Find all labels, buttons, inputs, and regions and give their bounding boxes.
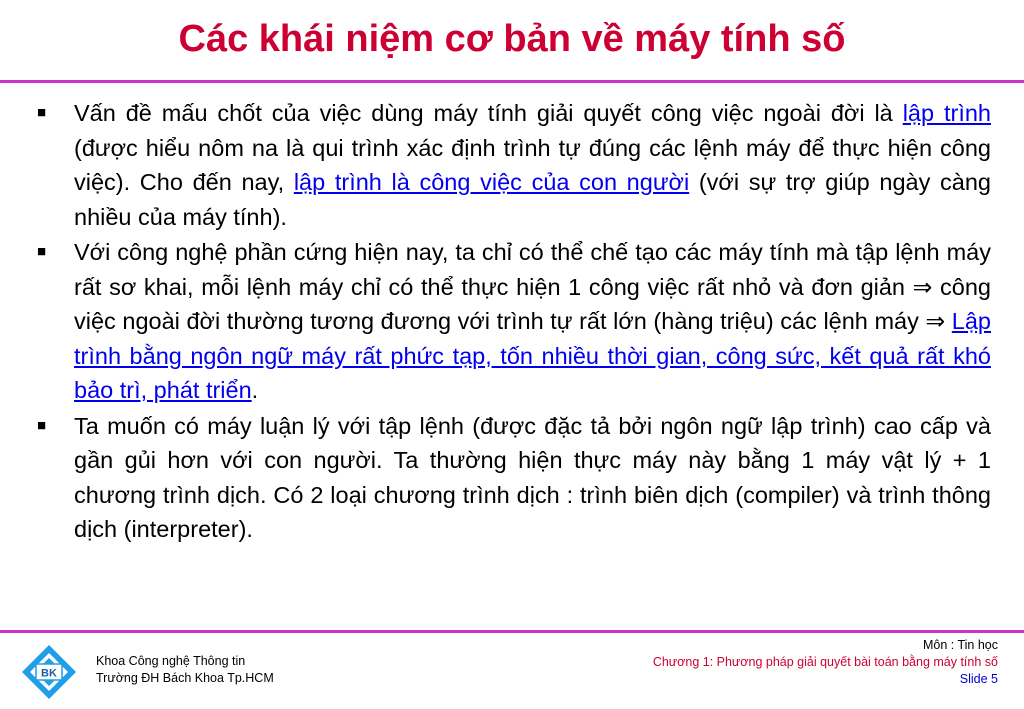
link-lap-trinh-cong-viec[interactable]: lập trình là công việc của con người <box>293 169 690 195</box>
logo-text: BK <box>41 667 57 680</box>
bullet-text: Vấn đề mấu chốt của việc dùng máy tính giải quyết công việc ngoài đời là <box>74 100 903 126</box>
bullet-list <box>34 96 991 548</box>
implies-arrow-icon: ⇒ <box>912 272 933 301</box>
bullet-text: công việc ngoài đời thường tương đương với trình tự rất lớn (hàng triệu) các lệnh máy <box>74 273 991 334</box>
footer-info <box>653 637 998 688</box>
link-lap-trinh[interactable]: lập trình <box>902 100 991 126</box>
square-bullet-icon: ■ <box>37 104 47 121</box>
org-faculty: Khoa Công nghệ Thông tin <box>96 654 246 668</box>
bullet-item <box>34 235 991 408</box>
bullet-text: . <box>251 377 259 403</box>
bk-logo-icon <box>20 643 78 701</box>
footer-divider <box>0 630 1024 633</box>
bullet-text: Với công nghệ phần cứng hiện nay, ta chỉ có thể chế tạo các máy tính mà tập lệnh máy rất sơ khai, mỗi lệnh máy chỉ có thể thực hiện 1 công việc rất nhỏ và đơn giản <box>74 239 991 300</box>
title-divider <box>0 80 1024 83</box>
bullet-item <box>34 409 991 547</box>
subject-label: Môn : Tin học <box>922 638 998 652</box>
link-lap-trinh-ngon-ngu-may[interactable]: Lập trình bằng ngôn ngữ máy rất phức tạp, tốn nhiều thời gian, công sức, kết quả rất khó bảo trì, phát triển <box>74 308 992 403</box>
slide-title: Các khái niệm cơ bản về máy tính số <box>178 18 846 60</box>
bullet-text: (được hiểu nôm na là qui trình xác định trình tự đúng các lệnh máy để thực hiện công việc). Cho đến nay, <box>74 134 991 195</box>
slide-number: Slide 5 <box>959 672 998 686</box>
bullet-item <box>34 96 991 234</box>
bullet-text: (với sự trợ giúp ngày càng nhiều của máy tính). <box>74 169 991 230</box>
bullet-text: Ta muốn có máy luận lý với tập lệnh (được đặc tả bởi ngôn ngữ lập trình) cao cấp và gần gủi hơn với con người. Ta thường hiện thực máy này bằng 1 máy vật lý + 1 chương trình dịch. Có 2 loại chương trình dịch : trình biên dịch (compiler) và trình thông dịch (interpreter). <box>74 412 991 542</box>
organization-info <box>96 653 274 687</box>
chapter-label: Chương 1: Phương pháp giải quyết bài toán bằng máy tính số <box>652 655 998 669</box>
implies-arrow-icon: ⇒ <box>925 307 946 335</box>
org-university: Trường ĐH Bách Khoa Tp.HCM <box>96 671 274 685</box>
square-bullet-icon: ■ <box>37 243 47 260</box>
square-bullet-icon: ■ <box>37 416 47 434</box>
